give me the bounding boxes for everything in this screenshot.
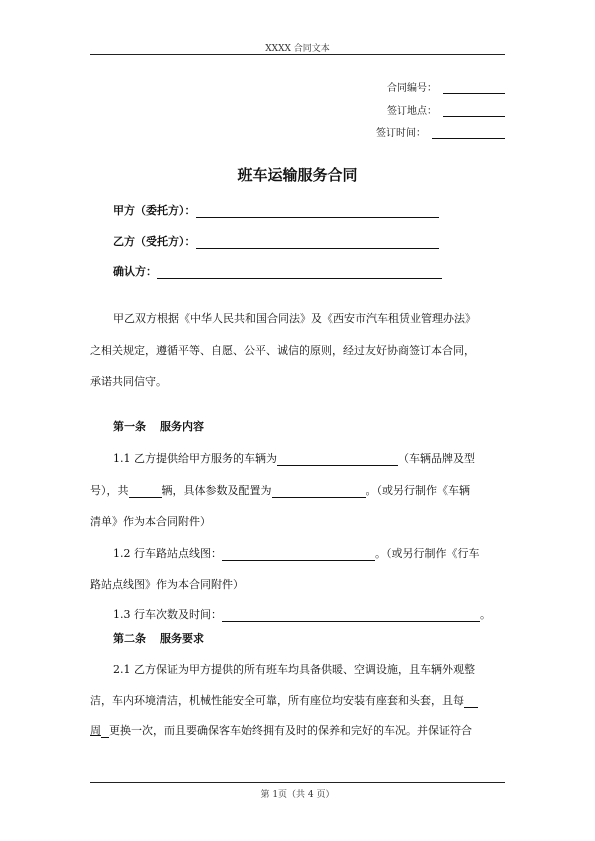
vehicle-config-blank[interactable] [272, 486, 366, 498]
contract-number-label: 合同编号： [387, 83, 437, 94]
clause-1-3-line-1 [113, 606, 491, 622]
article-1-heading [113, 418, 204, 434]
clause-1-1-text-b: （车辆品牌及型 [398, 452, 475, 465]
clause-1-1-line-3: 清单》作为本合同附件） [90, 515, 211, 528]
sign-place-row [387, 102, 505, 117]
sign-place-blank[interactable] [443, 106, 505, 117]
clause-1-1-text-c: 号），共 [90, 484, 129, 497]
sign-time-row [376, 124, 505, 139]
clause-1-2-text-a: 1.2 行车路站点线图： [113, 547, 222, 560]
confirmer-row [113, 263, 442, 279]
document-title: 班车运输服务合同 [237, 166, 358, 184]
confirmer-blank[interactable] [157, 267, 442, 279]
page-footer: 第 1页（共 4 页） [260, 790, 335, 800]
footer-rule [90, 782, 505, 783]
clause-2-1-text-b: 洁，车内环境清洁，机械性能安全可靠，所有座位均安装有座套和头套，且每 [90, 694, 464, 707]
party-b-row [113, 233, 439, 249]
intro-line-1: 甲乙双方根据《中华人民共和国合同法》及《西安市汽车租赁业管理办法》 [113, 312, 476, 325]
contract-number-blank[interactable] [443, 83, 505, 94]
intro-line-2: 之相关规定，遵循平等、自愿、公平、诚信的原则，经过友好协商签订本合同， [90, 344, 475, 357]
article-2-title: 服务要求 [160, 632, 204, 645]
clause-1-2-line-1 [113, 545, 480, 561]
clause-1-1-line-1 [113, 450, 475, 466]
clause-2-1-line-1: 2.1 乙方保证为甲方提供的所有班车均具备供暖、空调设施，且车辆外观整 [113, 663, 475, 676]
party-b-blank[interactable] [196, 237, 439, 249]
clause-1-3-text-b: 。 [480, 608, 491, 621]
clause-2-1-text-d: 更换一次，而且要确保客车始终拥有及时的保养和完好的车况。并保证符合 [109, 724, 472, 737]
clause-2-1-line-2 [90, 692, 478, 708]
replacement-interval-blank-b[interactable] [101, 726, 109, 738]
clause-1-3-text-a: 1.3 行车次数及时间： [113, 608, 222, 621]
contract-number-row [387, 79, 505, 94]
clause-1-1-text-d: 辆，具体参数及配置为 [161, 484, 272, 497]
article-1-title: 服务内容 [160, 420, 204, 433]
clause-1-2-line-2: 路站点线图》作为本合同附件） [90, 578, 244, 591]
clause-1-1-text-e: 。（或另行制作《车辆 [365, 484, 470, 497]
clause-1-1-line-2 [90, 482, 470, 498]
header-rule [90, 54, 505, 55]
route-map-blank[interactable] [222, 549, 375, 561]
confirmer-label: 确认方： [113, 265, 157, 278]
party-a-blank[interactable] [196, 206, 439, 218]
clause-2-1-week-unit: 周 [90, 724, 101, 737]
vehicle-count-blank[interactable] [129, 486, 162, 498]
sign-time-label: 签订时间： [376, 128, 426, 139]
party-a-row [113, 202, 439, 218]
article-1-number: 第一条 [113, 420, 146, 433]
sign-place-label: 签订地点： [387, 106, 437, 117]
intro-line-3: 承诺共同信守。 [90, 375, 167, 388]
clause-2-1-line-3 [90, 722, 472, 738]
clause-1-2-text-b: 。（或另行制作《行车 [375, 547, 480, 560]
vehicle-model-blank[interactable] [277, 454, 398, 466]
trip-schedule-blank[interactable] [222, 610, 480, 622]
party-b-label: 乙方（受托方）： [113, 235, 196, 248]
article-2-heading [113, 630, 204, 646]
replacement-interval-blank-a[interactable] [464, 696, 478, 708]
clause-1-1-text-a: 1.1 乙方提供给甲方服务的车辆为 [113, 452, 277, 465]
page-header: XXXX 合同文本 [265, 44, 330, 54]
party-a-label: 甲方（委托方）： [113, 204, 196, 217]
article-2-number: 第二条 [113, 632, 146, 645]
sign-time-blank[interactable] [432, 128, 505, 139]
